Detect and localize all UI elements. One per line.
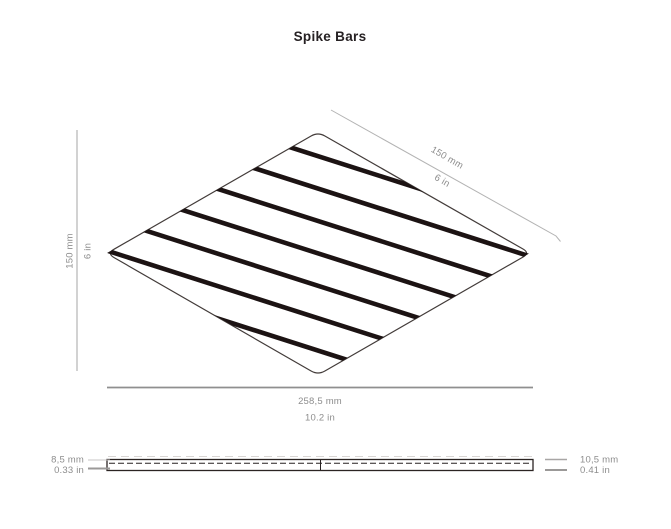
dim-right-in-label: 6 in [432, 172, 452, 190]
dim-right-mm-label: 150 mm [428, 144, 466, 172]
dim-bottom-mm-label: 258,5 mm [298, 396, 342, 407]
profile-right-mm-label: 10,5 mm [580, 454, 619, 466]
profile-left-mm-label: 8,5 mm [51, 454, 84, 466]
profile-right-in-label: 0.41 in [580, 465, 610, 476]
dim-bottom-in-label: 10.2 in [305, 412, 335, 424]
dim-left-in-label: 6 in [82, 242, 94, 260]
dim-left-mm-label: 150 mm [64, 233, 76, 269]
dim-bottom [107, 388, 533, 424]
page-title: Spike Bars [293, 29, 367, 44]
profile-view [51, 455, 618, 477]
profile-left-in-label: 0.33 in [54, 465, 84, 476]
dim-left [65, 130, 94, 371]
